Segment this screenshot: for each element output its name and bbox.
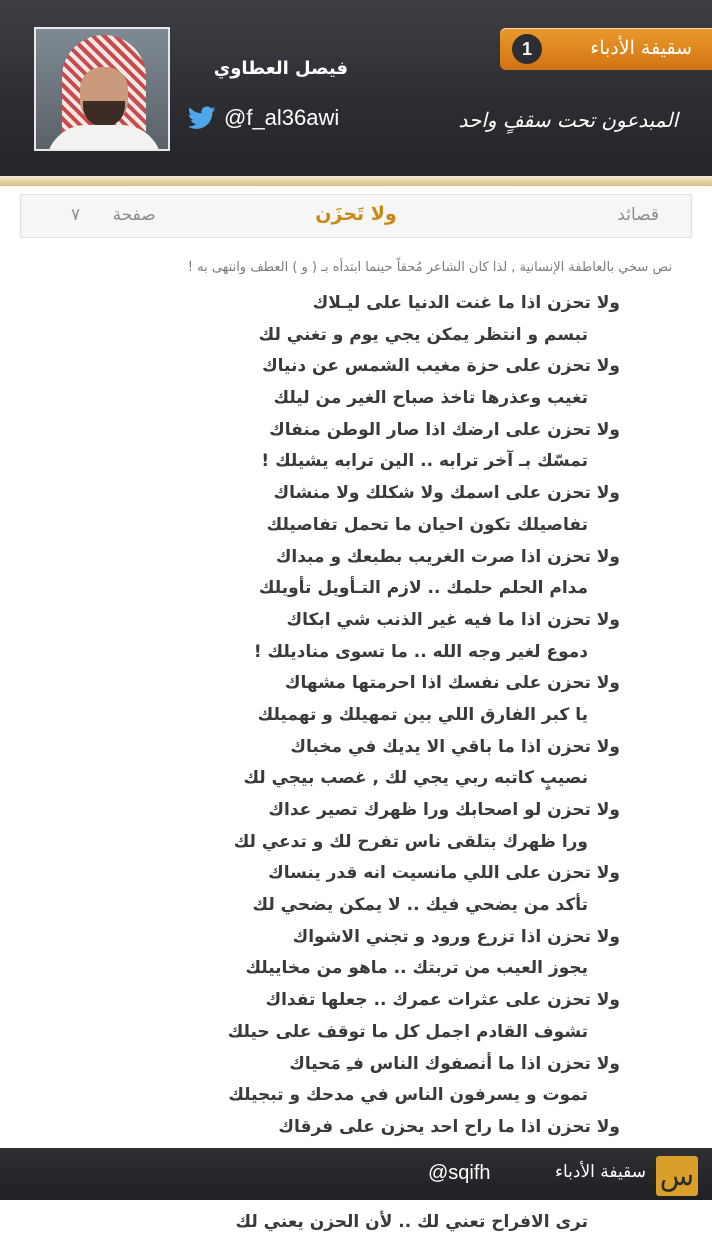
verse-line: ولا تحزن على نفسك اذا احرمتها مشهاك [284, 673, 620, 694]
verse-line: تغيب وعذرها تاخذ صباح الغير من ليلك [273, 388, 588, 409]
verse-line: ورا ظهرك بتلقى ناس تفرح لك و تدعي لك [233, 831, 588, 852]
brand-ribbon [500, 28, 712, 70]
poem-title: ولا تَحزَن [315, 203, 397, 225]
verse-line: ولا تحزن على ارضك اذا صار الوطن منفاك [269, 419, 620, 440]
verse-line: ولا تحزن على حزة مغيب الشمس عن دنياك [262, 356, 620, 377]
twitter-link[interactable] [188, 104, 339, 132]
poem-body [30, 288, 682, 1239]
verse-line: دموع لغير وجه الله .. ما تسوى مناديلك ! [253, 641, 588, 662]
verse-line: ولا تحزن على اللي مانسيت انه قدر ينساك [268, 863, 620, 884]
brand-logo-icon: س [656, 1156, 698, 1196]
verse-line: ولا تحزن على عثرات عمرك .. جعلها تفداك [265, 990, 620, 1011]
verse-line: ولا تحزن اذا ما راح احد يحزن على فرقاك [278, 1116, 620, 1137]
verse-line: يجوز العيب من تربتك .. ماهو من مخاييلك [245, 958, 588, 979]
verse-line: ولا تحزن على اسمك ولا شكلك ولا منشاك [273, 483, 620, 504]
brand-title: سقيفة الأدباء [590, 37, 692, 59]
poem-title-bar [20, 194, 692, 238]
verse-line: يا كبر الفارق اللي بين تمهيلك و تهميلك [257, 704, 588, 725]
author-avatar [34, 27, 170, 151]
page-number: ٧ [71, 205, 81, 225]
verse-line: تأكد من يضحي فيك .. لا يمكن يضحي لك [252, 895, 588, 916]
verse-line: نصيبٍ كاتبه ربي يجي لك , غصب بيجي لك [243, 768, 588, 789]
verse-line: تمسّك بـ آخر ترابه .. الين ترابه يشيلك ! [261, 451, 588, 472]
verse-line: تفاصيلك تكون احيان ما تحمل تفاصيلك [266, 514, 588, 535]
verse-line: ولا تحزن لو اصحابك ورا ظهرك تصير عداك [268, 800, 620, 820]
author-name: فيصل العطاوي [213, 58, 348, 79]
twitter-handle: @f_al36awi [224, 105, 340, 130]
footer-brand: سقيفة الأدباء [555, 1162, 646, 1182]
verse-line: ولا تحزن اذا ما فيه غير الذنب شي ابكاك [286, 609, 620, 630]
brand-slogan: المبدعون تحت سقفٍ واحد [458, 108, 678, 132]
verse-line: ولا تحزن اذا ما باقي الا يديك في مخباك [290, 736, 620, 757]
page-label: صفحة [112, 205, 156, 225]
verse-line: ولا تحزن اذا ما أنصفوك الناس فـِ مَحياك [289, 1053, 620, 1074]
header-banner [0, 0, 712, 186]
verse-line: ولا تحزن اذا تزرع ورود و تجني الاشواك [292, 926, 620, 947]
verse-line: تشوف القادم اجمل كل ما توقف على حيلك [227, 1021, 588, 1042]
poem-intro: نص سخي بالعاطفة الإنسانية , لذا كان الشاعر مُحقاً حينما ابتدأه بـ ( و ) العطف وانتهى به ! [187, 260, 672, 275]
twitter-bird-icon [188, 106, 216, 130]
verse-line: تبسم و انتظر يمكن يجي يوم و تغني لك [258, 324, 588, 345]
verse-line: ولا تحزن اذا صرت الغريب بطبعك و مبداك [275, 546, 620, 567]
header-divider [0, 176, 712, 186]
verse-line: تموت و يسرفون الناس في مدحك و تبجيلك [228, 1085, 588, 1106]
verse-line: ولا تحزن اذا ما غنت الدنيا على ليـلاك [312, 293, 620, 313]
verse-line: مدام الحلم حلمك .. لازم التـأويل تأويلك [258, 578, 588, 599]
issue-number-badge: 1 [512, 34, 542, 64]
page-indicator [71, 205, 156, 225]
footer-twitter-handle[interactable]: @sqifh [428, 1162, 491, 1184]
section-label: قصائد [617, 205, 659, 225]
verse-line: ترى الافراح تعني لك .. لأن الحزن يعني لك [235, 1211, 588, 1232]
